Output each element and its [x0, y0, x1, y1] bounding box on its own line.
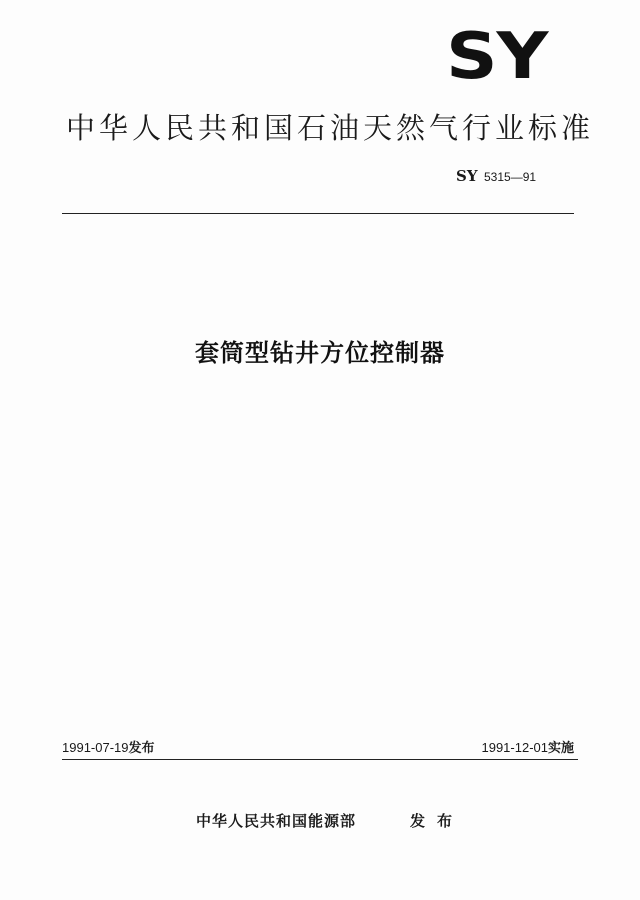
issue-date-label: 发布: [128, 741, 155, 756]
standard-code: [456, 166, 536, 187]
organization-heading: 中华人民共和国石油天然气行业标准: [66, 111, 595, 145]
implementation-date: [481, 739, 574, 758]
implementation-date-value: 1991-12-01: [481, 740, 548, 755]
document-title: 套筒型钻井方位控制器: [195, 339, 445, 367]
publish-label: 发布: [410, 812, 465, 830]
publisher-name: 中华人民共和国能源部: [196, 812, 357, 830]
standard-logo: SY: [446, 20, 548, 94]
issue-date: [62, 739, 155, 758]
standard-code-number: 5315—91: [484, 170, 537, 184]
issue-date-value: 1991-07-19: [62, 740, 129, 755]
implementation-date-label: 实施: [547, 741, 574, 756]
footer-divider: [62, 759, 578, 760]
standard-code-prefix: SY: [456, 167, 478, 185]
header-divider: [62, 213, 574, 214]
